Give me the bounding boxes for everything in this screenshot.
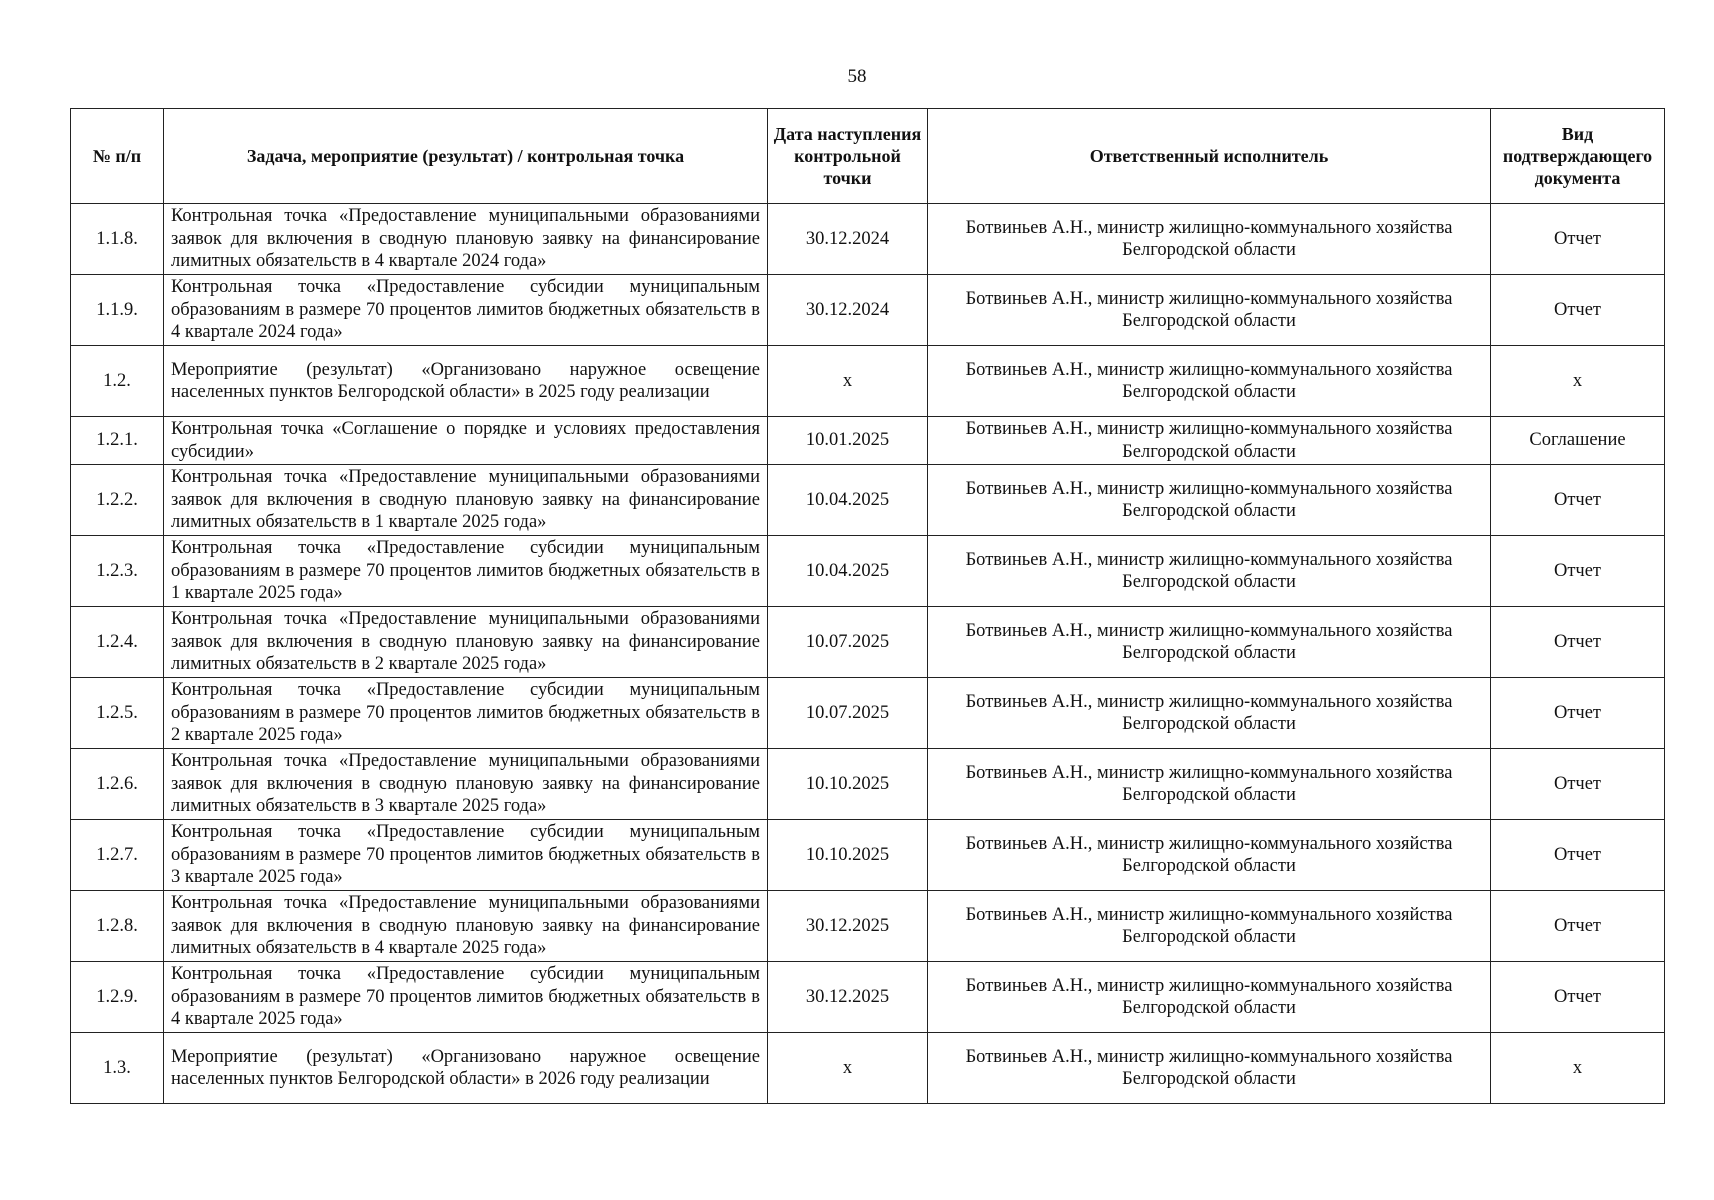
row-responsible: Ботвиньев А.Н., министр жилищно-коммунального хозяйства Белгородской области [928,1033,1491,1104]
row-date: 10.04.2025 [768,465,928,536]
control-points-table [70,108,1665,1104]
row-date: 10.10.2025 [768,820,928,891]
row-document-type: х [1491,1033,1665,1104]
table-row [71,962,1665,1033]
row-task: Контрольная точка «Предоставление субсидии муниципальным образованиям в размере 70 процентов лимитов бюджетных обязательств в 2 квартале 2025 года» [164,678,768,749]
row-number: 1.2. [71,346,164,417]
row-task: Контрольная точка «Предоставление муниципальными образованиями заявок для включения в сводную плановую заявку на финансирование лимитных обязательств в 3 квартале 2025 года» [164,749,768,820]
row-document-type: Отчет [1491,607,1665,678]
row-number: 1.2.6. [71,749,164,820]
row-document-type: Отчет [1491,465,1665,536]
row-number: 1.3. [71,1033,164,1104]
row-number: 1.1.9. [71,275,164,346]
header-num: № п/п [71,109,164,204]
row-number: 1.2.8. [71,891,164,962]
row-task: Контрольная точка «Предоставление субсидии муниципальным образованиям в размере 70 процентов лимитов бюджетных обязательств в 3 квартале 2025 года» [164,820,768,891]
row-task: Контрольная точка «Предоставление муниципальными образованиями заявок для включения в сводную плановую заявку на финансирование лимитных обязательств в 4 квартале 2025 года» [164,891,768,962]
row-date: 30.12.2025 [768,891,928,962]
table-row [71,678,1665,749]
row-number: 1.2.9. [71,962,164,1033]
row-responsible: Ботвиньев А.Н., министр жилищно-коммунального хозяйства Белгородской области [928,891,1491,962]
row-number: 1.2.1. [71,417,164,465]
header-row [71,109,1665,204]
row-date: 30.12.2024 [768,204,928,275]
table-row [71,891,1665,962]
table-row [71,465,1665,536]
row-date: 10.04.2025 [768,536,928,607]
row-date: х [768,346,928,417]
row-task: Контрольная точка «Предоставление субсидии муниципальным образованиям в размере 70 процентов лимитов бюджетных обязательств в 1 квартале 2025 года» [164,536,768,607]
row-date: 10.07.2025 [768,678,928,749]
row-task: Контрольная точка «Предоставление субсидии муниципальным образованиям в размере 70 процентов лимитов бюджетных обязательств в 4 квартале 2025 года» [164,962,768,1033]
row-number: 1.2.3. [71,536,164,607]
row-task: Мероприятие (результат) «Организовано наружное освещение населенных пунктов Белгородской области» в 2025 году реализации [164,346,768,417]
row-task: Контрольная точка «Предоставление муниципальными образованиями заявок для включения в сводную плановую заявку на финансирование лимитных обязательств в 2 квартале 2025 года» [164,607,768,678]
table-row [71,749,1665,820]
table-row [71,820,1665,891]
table-row [71,275,1665,346]
header-task: Задача, мероприятие (результат) / контрольная точка [164,109,768,204]
row-document-type: Отчет [1491,204,1665,275]
row-document-type: Отчет [1491,749,1665,820]
row-number: 1.2.5. [71,678,164,749]
row-date: 30.12.2024 [768,275,928,346]
row-date: 10.10.2025 [768,749,928,820]
row-task: Контрольная точка «Соглашение о порядке и условиях предоставления субсидии» [164,417,768,465]
table-row [71,607,1665,678]
page-number: 58 [847,66,867,87]
row-date: х [768,1033,928,1104]
row-responsible: Ботвиньев А.Н., министр жилищно-коммунального хозяйства Белгородской области [928,607,1491,678]
row-date: 10.07.2025 [768,607,928,678]
table-row [71,204,1665,275]
row-responsible: Ботвиньев А.Н., министр жилищно-коммунального хозяйства Белгородской области [928,820,1491,891]
row-responsible: Ботвиньев А.Н., министр жилищно-коммунального хозяйства Белгородской области [928,417,1491,465]
row-document-type: Отчет [1491,536,1665,607]
row-task: Контрольная точка «Предоставление муниципальными образованиями заявок для включения в сводную плановую заявку на финансирование лимитных обязательств в 1 квартале 2025 года» [164,465,768,536]
table-body [71,204,1665,1104]
row-document-type: Отчет [1491,891,1665,962]
row-responsible: Ботвиньев А.Н., министр жилищно-коммунального хозяйства Белгородской области [928,275,1491,346]
row-responsible: Ботвиньев А.Н., министр жилищно-коммунального хозяйства Белгородской области [928,678,1491,749]
row-number: 1.2.2. [71,465,164,536]
row-document-type: Отчет [1491,820,1665,891]
row-date: 10.01.2025 [768,417,928,465]
row-number: 1.2.7. [71,820,164,891]
row-document-type: Соглашение [1491,417,1665,465]
row-document-type: х [1491,346,1665,417]
row-task: Мероприятие (результат) «Организовано наружное освещение населенных пунктов Белгородской области» в 2026 году реализации [164,1033,768,1104]
table-row [71,346,1665,417]
header-date: Дата наступления контрольной точки [768,109,928,204]
row-responsible: Ботвиньев А.Н., министр жилищно-коммунального хозяйства Белгородской области [928,536,1491,607]
row-document-type: Отчет [1491,678,1665,749]
row-number: 1.2.4. [71,607,164,678]
table-row [71,417,1665,465]
row-document-type: Отчет [1491,962,1665,1033]
row-responsible: Ботвиньев А.Н., министр жилищно-коммунального хозяйства Белгородской области [928,962,1491,1033]
row-number: 1.1.8. [71,204,164,275]
table-row [71,536,1665,607]
row-document-type: Отчет [1491,275,1665,346]
row-responsible: Ботвиньев А.Н., министр жилищно-коммунального хозяйства Белгородской области [928,749,1491,820]
header-doc: Вид подтверждающего документа [1491,109,1665,204]
row-task: Контрольная точка «Предоставление субсидии муниципальным образованиям в размере 70 процентов лимитов бюджетных обязательств в 4 квартале 2024 года» [164,275,768,346]
header-responsible: Ответственный исполнитель [928,109,1491,204]
table-row [71,1033,1665,1104]
row-responsible: Ботвиньев А.Н., министр жилищно-коммунального хозяйства Белгородской области [928,346,1491,417]
row-responsible: Ботвиньев А.Н., министр жилищно-коммунального хозяйства Белгородской области [928,465,1491,536]
row-responsible: Ботвиньев А.Н., министр жилищно-коммунального хозяйства Белгородской области [928,204,1491,275]
table-header [71,109,1665,204]
row-task: Контрольная точка «Предоставление муниципальными образованиями заявок для включения в сводную плановую заявку на финансирование лимитных обязательств в 4 квартале 2024 года» [164,204,768,275]
row-date: 30.12.2025 [768,962,928,1033]
